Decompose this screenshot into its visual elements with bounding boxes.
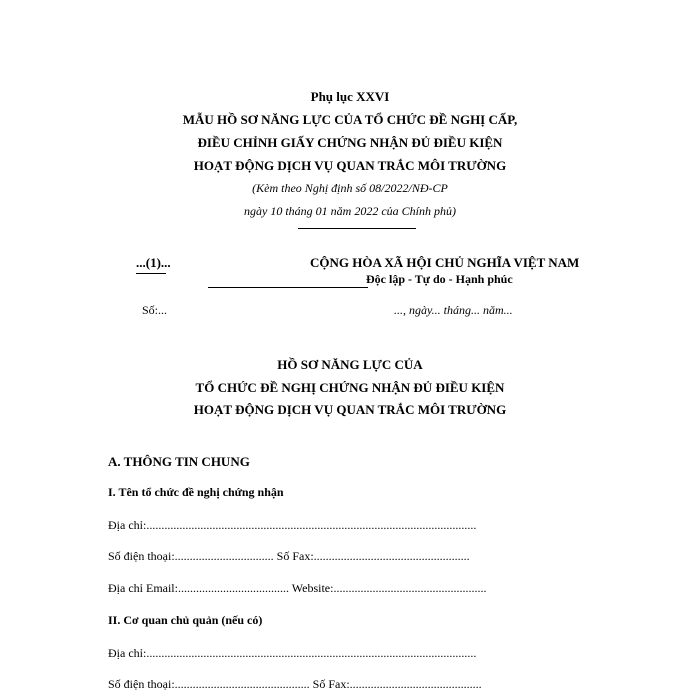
doc-title-line2: TỔ CHỨC ĐỀ NGHỊ CHỨNG NHẬN ĐỦ ĐIỀU KIỆN bbox=[195, 380, 505, 395]
part1-email-web-field: Địa chỉ Email:..................................... Website:................................................... bbox=[108, 581, 487, 595]
doc-title-line3: HOẠT ĐỘNG DỊCH VỤ QUAN TRẮC MÔI TRƯỜNG bbox=[193, 402, 507, 417]
appendix-note-line2: ngày 10 tháng 01 năm 2022 của Chính phủ) bbox=[244, 204, 456, 218]
doc-title-line1: HỒ SƠ NĂNG LỰC CỦA bbox=[277, 357, 423, 372]
part1-heading: I. Tên tổ chức đề nghị chứng nhận bbox=[108, 485, 284, 499]
part2-phone-fax-field: Số điện thoại:............................................. Số Fax:............................................ bbox=[108, 677, 482, 691]
section-a-heading: A. THÔNG TIN CHUNG bbox=[108, 454, 250, 469]
part1-phone-fax-field: Số điện thoại:................................. Số Fax:.................................................... bbox=[108, 549, 470, 563]
part2-address-field: Địa chỉ:.............................................................................................................. bbox=[108, 646, 477, 660]
document-number: Số:... bbox=[142, 303, 168, 317]
appendix-heading-line1: MẪU HỒ SƠ NĂNG LỰC CỦA TỔ CHỨC ĐỀ NGHỊ CẤP, bbox=[182, 112, 518, 127]
document-date: ..., ngày... tháng... năm... bbox=[394, 303, 513, 317]
appendix-note-line1: (Kèm theo Nghị định số 08/2022/NĐ-CP bbox=[252, 181, 448, 195]
nation-name: CỘNG HÒA XÃ HỘI CHỦ NGHĨA VIỆT NAM bbox=[310, 255, 580, 270]
part1-address-field: Địa chỉ:.............................................................................................................. bbox=[108, 518, 477, 532]
appendix-heading-line2: ĐIỀU CHỈNH GIẤY CHỨNG NHẬN ĐỦ ĐIỀU KIỆN bbox=[197, 135, 503, 150]
nation-motto: Độc lập - Tự do - Hạnh phúc bbox=[366, 272, 513, 286]
appendix-heading-line3: HOẠT ĐỘNG DỊCH VỤ QUAN TRẮC MÔI TRƯỜNG bbox=[193, 158, 507, 173]
org-underline bbox=[136, 273, 166, 274]
part2-heading: II. Cơ quan chủ quản (nếu có) bbox=[108, 613, 263, 627]
org-placeholder: ...(1)... bbox=[136, 255, 171, 270]
appendix-divider bbox=[298, 228, 416, 229]
appendix-title: Phụ lục XXVI bbox=[310, 89, 390, 104]
motto-underline bbox=[208, 287, 368, 288]
